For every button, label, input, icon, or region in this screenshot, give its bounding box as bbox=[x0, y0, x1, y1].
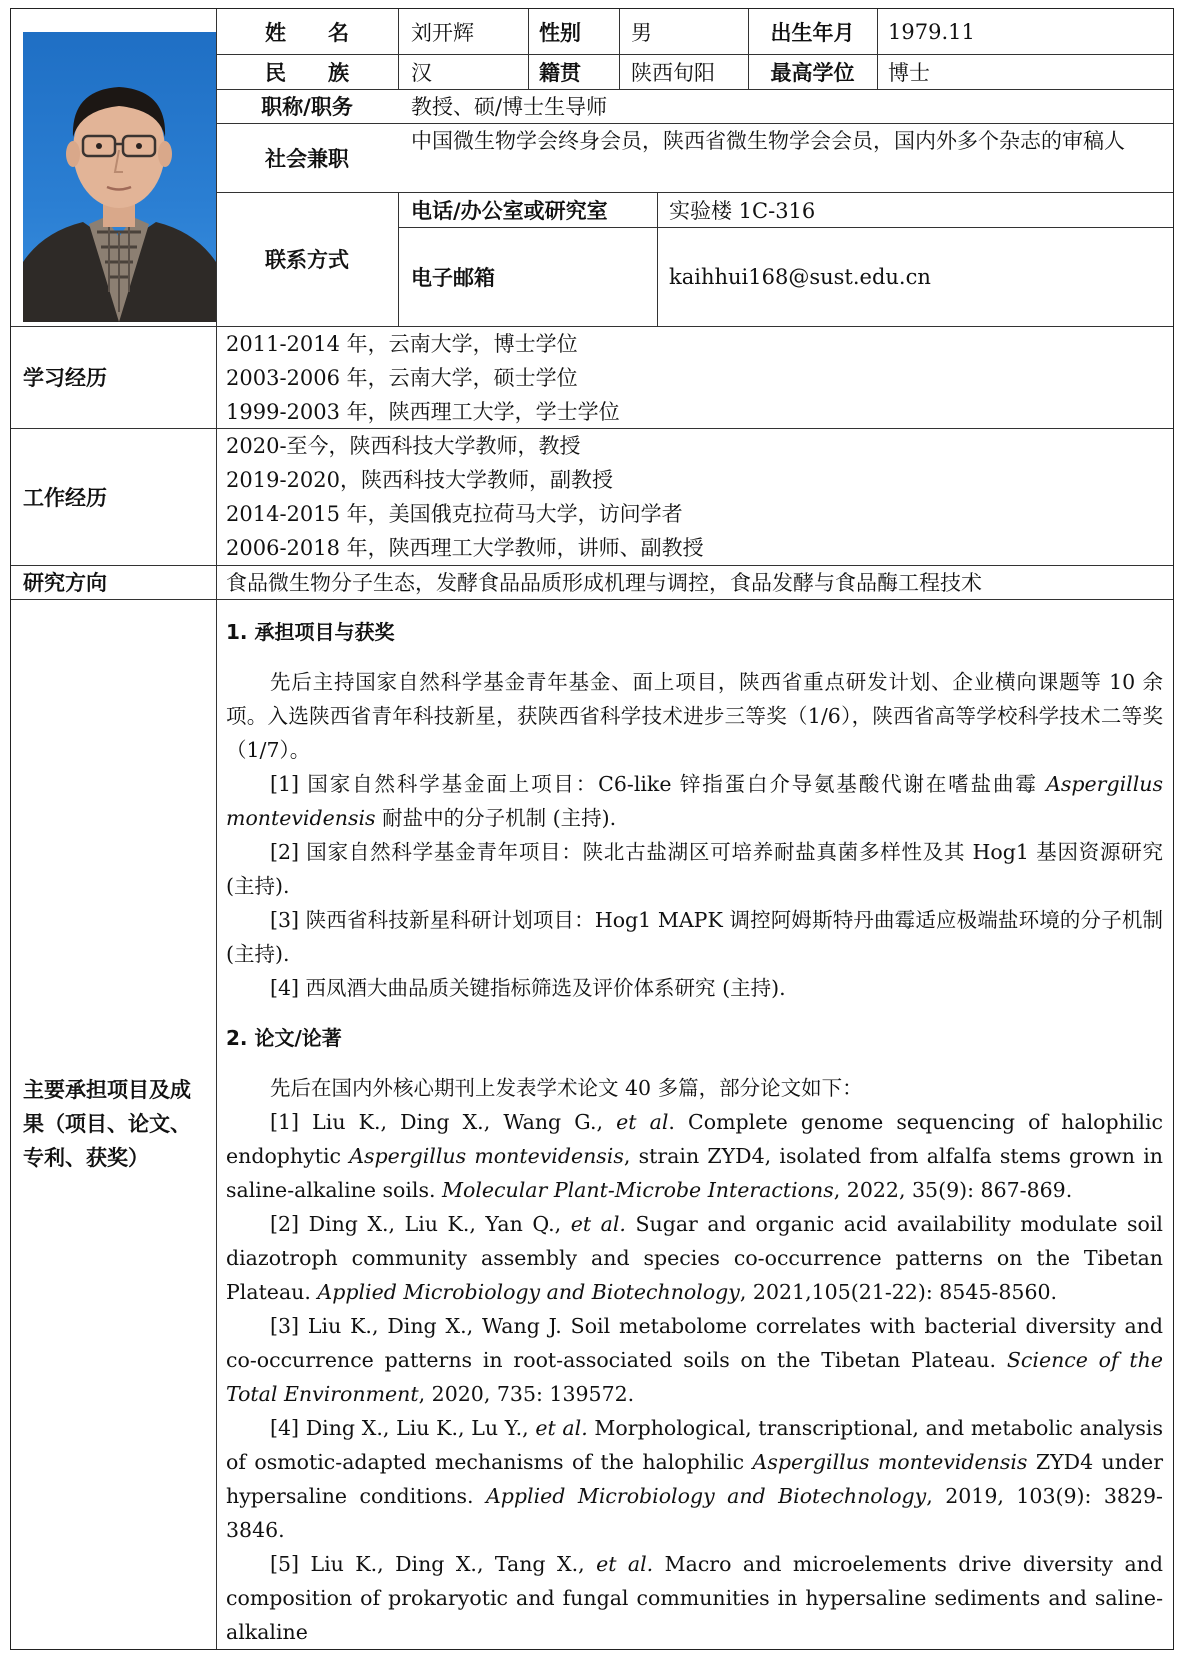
list-item: 2020-至今，陕西科技大学教师，教授 bbox=[226, 434, 581, 458]
list-item: 2011-2014 年，云南大学，博士学位 bbox=[226, 332, 578, 356]
phone-value: 实验楼 1C-316 bbox=[669, 198, 816, 223]
project-item: [1] 国家自然科学基金面上项目：C6-like 锌指蛋白介导氨基酸代谢在嗜盐曲霉 Aspergillus montevidensis 耐盐中的分子机制 (主持). bbox=[226, 772, 1163, 830]
gender-label: 性别 bbox=[539, 20, 581, 45]
work-list bbox=[226, 429, 1156, 565]
projects-intro: 先后主持国家自然科学基金青年基金、面上项目，陕西省重点研发计划、企业横向课题等 10 余项。入选陕西省青年科技新星，获陕西省科学技术进步三等奖（1/6），陕西省高等学校科学技术二等奖（1/7）。 bbox=[226, 670, 1163, 762]
papers-intro: 先后在国内外核心期刊上发表学术论文 40 多篇，部分论文如下： bbox=[270, 1076, 863, 1100]
degree-value: 博士 bbox=[888, 60, 930, 85]
divider bbox=[619, 9, 620, 89]
section-title-papers: 2. 论文/论著 bbox=[226, 1026, 342, 1050]
ethnicity-value: 汉 bbox=[411, 60, 432, 85]
native-place-value: 陕西旬阳 bbox=[631, 60, 715, 85]
list-item: 2006-2018 年，陕西理工大学教师，讲师、副教授 bbox=[226, 536, 704, 560]
divider bbox=[398, 192, 399, 326]
paper-item: [1] Liu K., Ding X., Wang G., et al. Complete genome sequencing of halophilic endophytic Aspergillus montevidensis, strain ZYD4, isolated from alfalfa stems grown in saline-alkaline soils. Molecular Plant-Microbe Interactions, 2022, 35(9): 867-869. bbox=[226, 1110, 1163, 1202]
native-place-label: 籍贯 bbox=[539, 60, 581, 85]
paper-item: [3] Liu K., Ding X., Wang J. Soil metabolome correlates with bacterial diversity and co-occurrence patterns in root-associated soils on the Tibetan Plateau. Science of the Total Environment, 2020, 735: 139572. bbox=[226, 1314, 1163, 1406]
achievements-label: 主要承担项目及成果（项目、论文、专利、获奖） bbox=[23, 1078, 191, 1170]
gender-value: 男 bbox=[631, 20, 652, 45]
paper-item: [5] Liu K., Ding X., Tang X., et al. Macro and microelements drive diversity and composition of prokaryotic and fungal communities in hypersaline sediments and saline-alkaline bbox=[226, 1552, 1164, 1644]
paper-item: [2] Ding X., Liu K., Yan Q., et al. Sugar and organic acid availability modulate soil diazotroph community assembly and species co-occurrence patterns on the Tibetan Plateau. Applied Microbiology and Biotechnology, 2021,105(21-22): 8545-8560. bbox=[226, 1212, 1163, 1304]
project-item: [3] 陕西省科技新星科研计划项目：Hog1 MAPK 调控阿姆斯特丹曲霉适应极端盐环境的分子机制 (主持). bbox=[226, 908, 1163, 966]
project-item: [4] 西凤酒大曲品质关键指标筛选及评价体系研究 (主持). bbox=[270, 976, 786, 1000]
divider bbox=[877, 9, 878, 89]
email-label: 电子邮箱 bbox=[411, 265, 495, 290]
education-label: 学习经历 bbox=[23, 366, 107, 390]
education-list bbox=[226, 327, 1156, 429]
title-label: 职称/职务 bbox=[261, 95, 353, 119]
list-item: 2019-2020，陕西科技大学教师，副教授 bbox=[226, 468, 613, 492]
research-label: 研究方向 bbox=[23, 571, 107, 595]
social-label: 社会兼职 bbox=[265, 146, 349, 171]
divider bbox=[528, 9, 529, 89]
birth-label: 出生年月 bbox=[770, 20, 855, 45]
list-item: 1999-2003 年，陕西理工大学，学士学位 bbox=[226, 400, 620, 424]
profile-table bbox=[10, 8, 1174, 1650]
birth-value: 1979.11 bbox=[888, 19, 975, 44]
research-value: 食品微生物分子生态，发酵食品品质形成机理与调控，食品发酵与食品酶工程技术 bbox=[226, 571, 982, 595]
ethnicity-label: 民 族 bbox=[265, 60, 349, 85]
name-label: 姓 名 bbox=[265, 20, 349, 45]
profile-photo bbox=[23, 32, 216, 322]
phone-label: 电话/办公室或研究室 bbox=[411, 198, 608, 223]
achievements-content bbox=[226, 615, 1163, 1649]
section-title-projects: 1. 承担项目与获奖 bbox=[226, 620, 395, 644]
person-portrait-icon bbox=[23, 32, 216, 322]
list-item: 2003-2006 年，云南大学，硕士学位 bbox=[226, 366, 578, 390]
degree-label: 最高学位 bbox=[770, 60, 855, 85]
paper-item: [4] Ding X., Liu K., Lu Y., et al. Morphological, transcriptional, and metabolic analysis of osmotic-adapted mechanisms of the halophilic Aspergillus montevidensis ZYD4 under hypersaline conditions. Applied Microbiology and Biotechnology, 2019, 103(9): 3829-3846. bbox=[226, 1416, 1163, 1542]
contact-label: 联系方式 bbox=[265, 248, 349, 272]
work-label: 工作经历 bbox=[23, 485, 107, 510]
project-item: [2] 国家自然科学基金青年项目：陕北古盐湖区可培养耐盐真菌多样性及其 Hog1 基因资源研究 (主持). bbox=[226, 840, 1163, 898]
name-value: 刘开辉 bbox=[411, 20, 474, 45]
social-value: 中国微生物学会终身会员，陕西省微生物学会会员，国内外多个杂志的审稿人 bbox=[411, 129, 1125, 153]
email-value: kaihhui168@sust.edu.cn bbox=[669, 264, 931, 289]
divider bbox=[398, 9, 399, 89]
title-value: 教授、硕/博士生导师 bbox=[411, 95, 608, 119]
divider bbox=[657, 192, 658, 326]
list-item: 2014-2015 年，美国俄克拉荷马大学，访问学者 bbox=[226, 502, 683, 526]
